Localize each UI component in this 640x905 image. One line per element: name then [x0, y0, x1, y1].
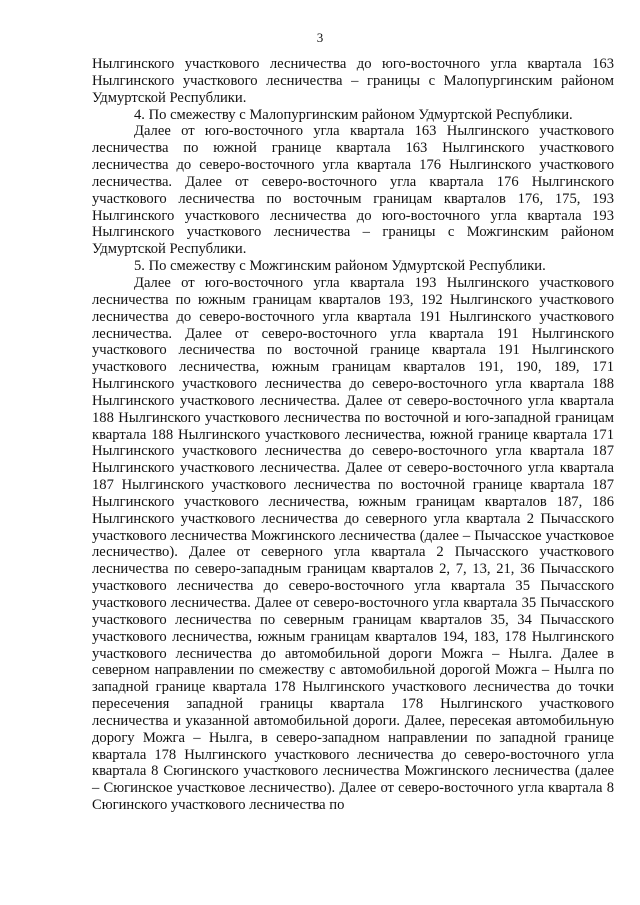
paragraph-continuation: Нылгинского участкового лесничества до юго-восточного угла квартала 163 Нылгинского участкового лесничества – границы с Малопургинским районом Удмуртской Республики.	[92, 56, 614, 106]
paragraph-section-4: Далее от юго-восточного угла квартала 163 Нылгинского участкового лесничества по южной границе квартала 163 Нылгинского участкового лесничества до северо-восточного угла квартала 176 Нылгинского участкового лесничества. Далее от северо-восточного угла квартала 176 Нылгинского участкового лесничества по восточным границам кварталов 176, 175, 193 Нылгинского участкового лесничества до юго-восточного угла квартала 193 Нылгинского участкового лесничества – границы с Можгинским районом Удмуртской Республики.	[92, 123, 614, 258]
page-number: 3	[316, 30, 324, 45]
paragraph-section-5: Далее от юго-восточного угла квартала 193 Нылгинского участкового лесничества по южным границам кварталов 193, 192 Нылгинского участкового лесничества до северо-восточного угла квартала 191 Нылгинского участкового лесничества. Далее от северо-восточного угла квартала 191 Нылгинского участкового лесничества по восточной границе квартала 191 Нылгинского участкового лесничества, южным границам кварталов 191, 190, 189, 171 Нылгинского участкового лесничества до северо-восточного угла квартала 188 Нылгинского участкового лесничества. Далее от северо-восточного угла квартала 188 Нылгинского участкового лесничества по восточной и юго-западной границам квартала 188 Нылгинского участкового лесничества, южной границе квартала 171 Нылгинского участкового лесничества до северо-восточного угла квартала 187 Нылгинского участкового лесничества. Далее от северо-восточного угла квартала 187 Нылгинского участкового лесничества по восточной границе квартала 187 Нылгинского участкового лесничества, южным границам кварталов 187, 186 Нылгинского участкового лесничества до северного угла квартала 2 Пычасского участкового лесничества Можгинского лесничества (далее – Пычасское участковое лесничество). Далее от северного угла квартала 2 Пычасского участкового лесничества по северо-западным границам кварталов 2, 7, 13, 21, 36 Пычасского участкового лесничества до северо-восточного угла квартала 35 Пычасского участкового лесничества. Далее от северо-восточного угла квартала 35 Пычасского участкового лесничества по северным границам кварталов 35, 34 Пычасского участкового лесничества, южным границам кварталов 194, 183, 178 Нылгинского участкового лесничества до автомобильной дороги Можга – Нылга. Далее в северном направлении по смежеству с автомобильной дорогой Можга – Нылга по западной границе квартала 178 Нылгинского участкового лесничества до точки пересечения западной границы квартала 178 Нылгинского участкового лесничества и указанной автомобильной дороги. Далее, пересекая автомобильную дорогу Можга – Нылга, в северо-западном направлении по западной границе квартала 178 Нылгинского участкового лесничества до северо-восточного угла квартала 8 Сюгинского участкового лесничества Можгинского лесничества (далее – Сюгинское участковое лесничество). Далее от северо-восточного угла квартала 8 Сюгинского участкового лесничества по	[92, 274, 614, 814]
section-heading-4: 4. По смежеству с Малопургинским районом Удмуртской Республики.	[134, 106, 573, 123]
section-heading-5: 5. По смежеству с Можгинским районом Удмуртской Республики.	[134, 258, 546, 275]
document-body	[92, 56, 614, 814]
